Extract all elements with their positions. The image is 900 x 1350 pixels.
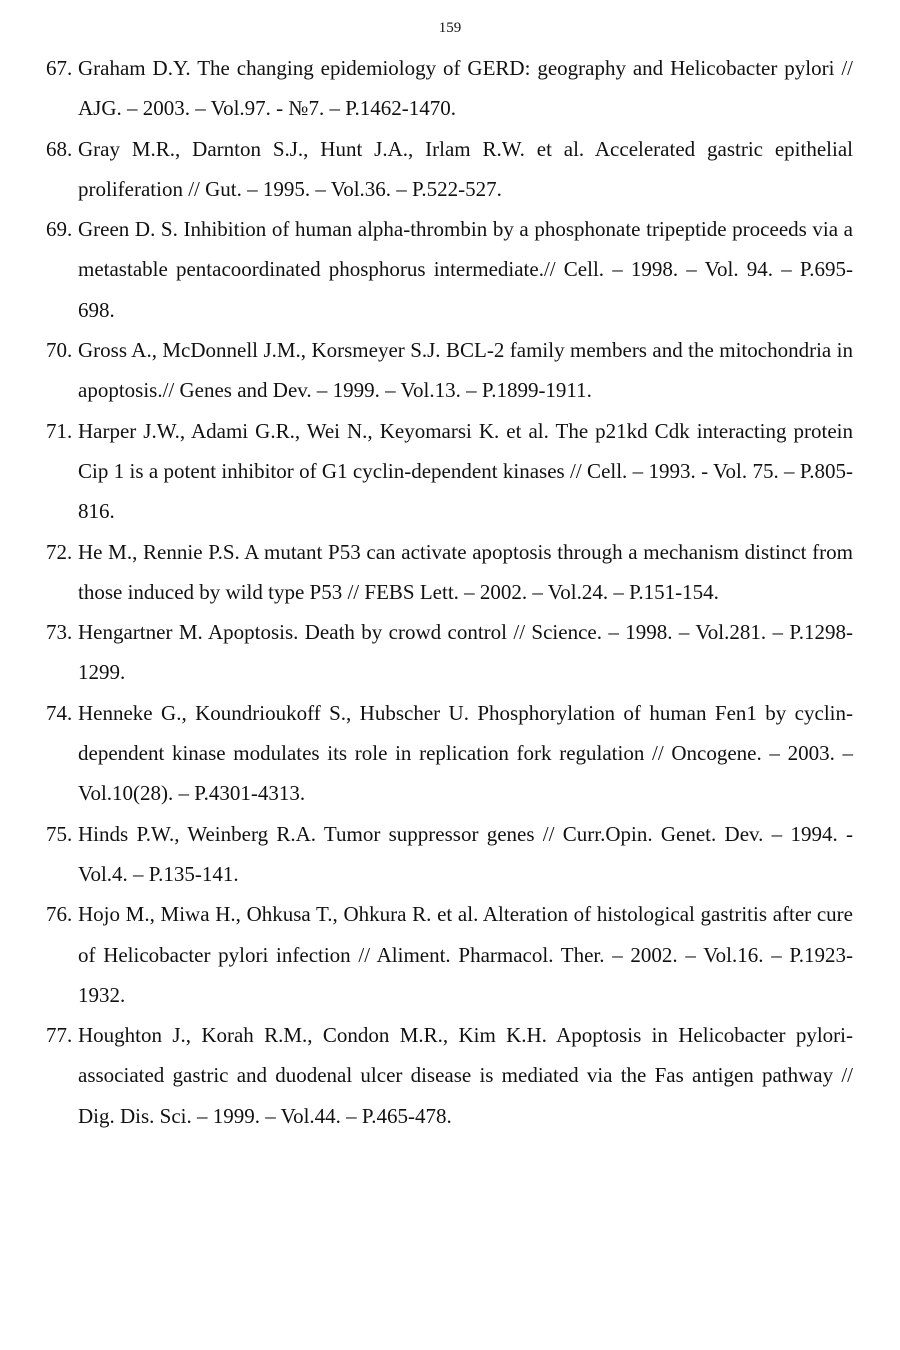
reference-item	[0, 209, 900, 330]
reference-text: Green D. S. Inhibition of human alpha-thrombin by a phosphonate tripeptide proceeds via a metastable pentacoordinated phosphorus intermediate.// Cell. – 1998. – Vol. 94. – P.695-698.	[78, 217, 853, 322]
reference-text: Houghton J., Korah R.M., Condon M.R., Kim K.H. Apoptosis in Helicobacter pylori-associated gastric and duodenal ulcer disease is mediated via the Fas antigen pathway // Dig. Dis. Sci. – 1999. – Vol.44. – P.465-478.	[78, 1023, 853, 1128]
reference-text: Harper J.W., Adami G.R., Wei N., Keyomarsi K. et al. The p21kd Cdk interacting protein Cip 1 is a potent inhibitor of G1 cyclin-dependent kinases // Cell. – 1993. - Vol. 75. – P.805-816.	[78, 418, 853, 524]
reference-text: He M., Rennie P.S. A mutant P53 can activate apoptosis through a mechanism distinct from those induced by wild type P53 // FEBS Lett. – 2002. – Vol.24. – P.151-154.	[78, 539, 853, 604]
reference-number: 68.	[46, 136, 73, 161]
reference-item	[0, 814, 900, 895]
reference-text: Henneke G., Koundrioukoff S., Hubscher U. Phosphorylation of human Fen1 by cyclin-dependent kinase modulates its role in replication fork regulation // Oncogene. – 2003. – Vol.10(28). – P.4301-4313.	[78, 700, 853, 806]
reference-list	[0, 48, 900, 1136]
reference-item	[0, 48, 900, 129]
reference-number: 77.	[46, 1023, 73, 1048]
reference-item	[0, 693, 900, 814]
reference-number: 71.	[46, 418, 73, 443]
reference-item	[0, 411, 900, 532]
reference-number: 73.	[46, 620, 73, 645]
reference-text: Hengartner M. Apoptosis. Death by crowd control // Science. – 1998. – Vol.281. – P.1298-1299.	[78, 620, 853, 685]
reference-number: 74.	[46, 700, 73, 725]
reference-number: 69.	[46, 217, 73, 242]
reference-item	[0, 532, 900, 613]
reference-text: Gross A., McDonnell J.M., Korsmeyer S.J. BCL-2 family members and the mitochondria in apoptosis.// Genes and Dev. – 1999. – Vol.13. – P.1899-1911.	[78, 338, 853, 403]
reference-item	[0, 612, 900, 693]
reference-number: 75.	[46, 821, 73, 846]
reference-number: 72.	[46, 539, 73, 564]
reference-text: Gray M.R., Darnton S.J., Hunt J.A., Irlam R.W. et al. Accelerated gastric epithelial proliferation // Gut. – 1995. – Vol.36. – P.522-527.	[78, 136, 853, 201]
reference-text: Hinds P.W., Weinberg R.A. Tumor suppressor genes // Curr.Opin. Genet. Dev. – 1994. - Vol.4. – P.135-141.	[78, 821, 853, 886]
reference-number: 76.	[46, 902, 73, 927]
reference-item	[0, 1015, 900, 1136]
reference-item	[0, 330, 900, 411]
reference-item	[0, 894, 900, 1015]
reference-text: Hojo M., Miwa H., Ohkusa T., Ohkura R. et al. Alteration of histological gastritis after cure of Helicobacter pylori infection // Aliment. Pharmacol. Ther. – 2002. – Vol.16. – P.1923-1932.	[78, 902, 853, 1007]
reference-item	[0, 129, 900, 210]
reference-text: Graham D.Y. The changing epidemiology of GERD: geography and Helicobacter pylori // AJG. – 2003. – Vol.97. - №7. – P.1462-1470.	[78, 56, 853, 121]
reference-number: 70.	[46, 338, 73, 363]
reference-number: 67.	[46, 56, 73, 80]
page-number: 159	[438, 20, 462, 36]
